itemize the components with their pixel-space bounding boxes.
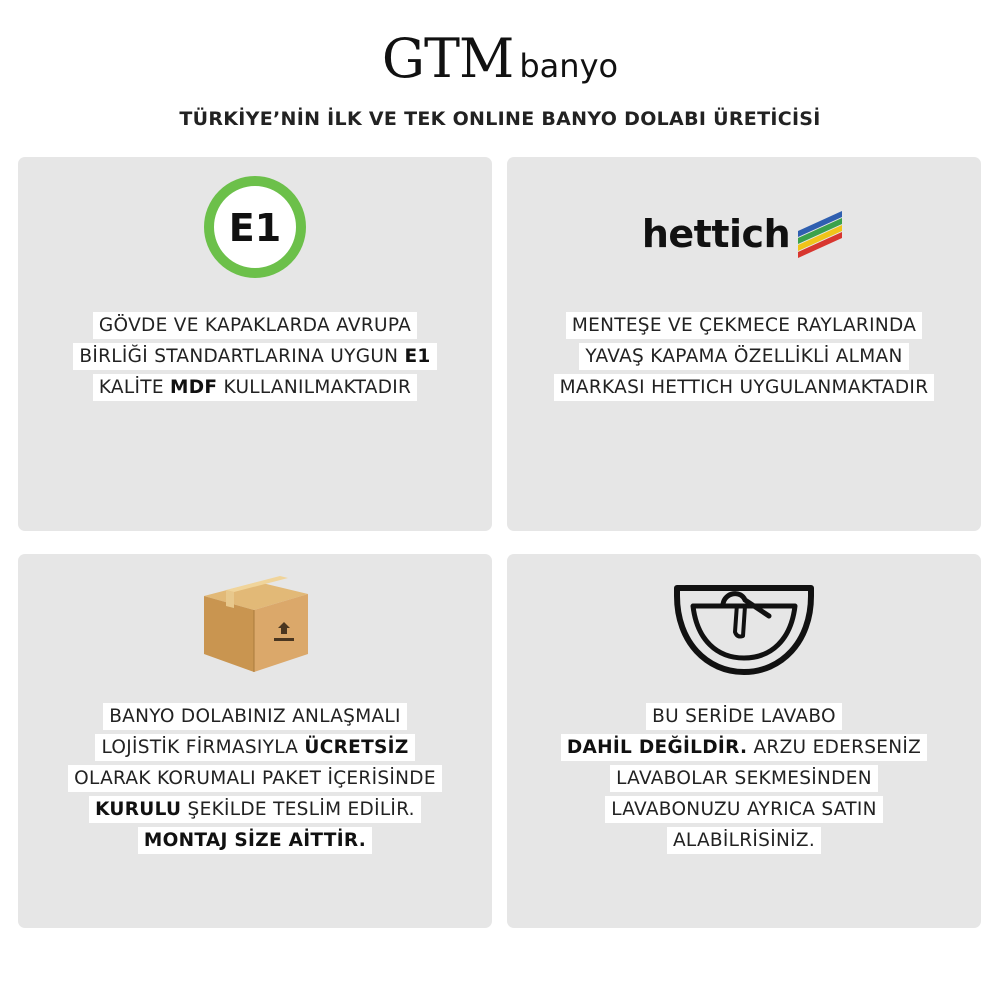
card-text-line bbox=[18, 732, 492, 763]
e1-badge-icon bbox=[18, 175, 492, 279]
card-text-line bbox=[507, 310, 981, 341]
brand-logo bbox=[0, 14, 1000, 90]
card-text-line bbox=[507, 701, 981, 732]
card-text-line bbox=[507, 341, 981, 372]
feature-card-e1-mdf bbox=[18, 157, 492, 531]
card-text-highlight bbox=[610, 765, 878, 792]
card-text-run: MARKASI HETTICH UYGULANMAKTADIR bbox=[559, 377, 929, 398]
card-text-highlight bbox=[95, 734, 414, 761]
card-text-line bbox=[507, 763, 981, 794]
card-text-highlight bbox=[566, 312, 922, 339]
card-text-run: BİRLİĞİ STANDARTLARINA UYGUN bbox=[79, 346, 405, 367]
card-text-highlight bbox=[103, 703, 407, 730]
card-text-bold: MONTAJ SİZE AİTTİR. bbox=[143, 830, 367, 851]
card-text-line bbox=[18, 794, 492, 825]
card-text-highlight bbox=[73, 343, 436, 370]
card-text-run: ŞEKİLDE TESLİM EDİLİR. bbox=[181, 799, 415, 820]
card-text-line bbox=[18, 310, 492, 341]
card-text-bold: ÜCRETSİZ bbox=[304, 737, 409, 758]
hettich-stripes-icon bbox=[796, 205, 846, 263]
card-text-bold: KURULU bbox=[95, 799, 182, 820]
card-text-run: YAVAŞ KAPAMA ÖZELLİKLİ ALMAN bbox=[585, 346, 903, 367]
card-text-run: OLARAK KORUMALI PAKET İÇERİSİNDE bbox=[74, 768, 436, 789]
card-text-line bbox=[507, 732, 981, 763]
card-text-run: GÖVDE VE KAPAKLARDA AVRUPA bbox=[98, 315, 412, 336]
card-text-line bbox=[18, 825, 492, 856]
e1-badge-text: E1 bbox=[228, 206, 282, 250]
tagline: TÜRKİYE’NİN İLK VE TEK ONLINE BANYO DOLABI ÜRETİCİSİ bbox=[179, 108, 821, 130]
card-text-line bbox=[18, 341, 492, 372]
card-text-highlight bbox=[646, 703, 842, 730]
feature-card-delivery bbox=[18, 554, 492, 928]
card-text-bold: E1 bbox=[404, 346, 431, 367]
card-text-run: LAVABOLAR SEKMESİNDEN bbox=[616, 768, 872, 789]
brand-name-sub: banyo bbox=[519, 47, 619, 85]
card-text-highlight bbox=[554, 374, 935, 401]
card-text-line bbox=[18, 701, 492, 732]
hettich-logo bbox=[507, 205, 981, 263]
card-text-bold: MDF bbox=[170, 377, 218, 398]
card-text-line bbox=[18, 763, 492, 794]
card-text-run: ARZU EDERSENİZ bbox=[747, 737, 922, 758]
card-text bbox=[18, 310, 492, 403]
card-text-run: LAVABONUZU AYRICA SATIN bbox=[611, 799, 877, 820]
card-text-bold: DAHİL DEĞİLDİR. bbox=[566, 737, 748, 758]
card-text bbox=[18, 701, 492, 856]
card-text-run: ALABİLRİSİNİZ. bbox=[672, 830, 816, 851]
card-text-run: LOJİSTİK FİRMASIYLA bbox=[101, 737, 305, 758]
card-text-highlight bbox=[561, 734, 927, 761]
card-text-highlight bbox=[93, 312, 417, 339]
card-text-run: MENTEŞE VE ÇEKMECE RAYLARINDA bbox=[571, 315, 917, 336]
card-text-line bbox=[507, 372, 981, 403]
card-text-highlight bbox=[93, 374, 417, 401]
card-text-highlight bbox=[667, 827, 821, 854]
card-text-line bbox=[507, 794, 981, 825]
card-text-run: KALİTE bbox=[98, 377, 171, 398]
cardboard-box-icon bbox=[18, 566, 492, 678]
card-text bbox=[507, 701, 981, 856]
sink-icon bbox=[507, 582, 981, 678]
card-text-highlight bbox=[89, 796, 421, 823]
feature-card-sink bbox=[507, 554, 981, 928]
hettich-logo-text: hettich bbox=[641, 212, 791, 256]
card-text-line bbox=[18, 372, 492, 403]
card-text-highlight bbox=[605, 796, 883, 823]
card-text-run: KULLANILMAKTADIR bbox=[217, 377, 412, 398]
card-text-highlight bbox=[138, 827, 372, 854]
brand-name-main: GTM bbox=[381, 27, 514, 90]
card-text-highlight bbox=[579, 343, 908, 370]
card-text-line bbox=[507, 825, 981, 856]
card-text-run: BANYO DOLABINIZ ANLAŞMALI bbox=[109, 706, 401, 727]
feature-card-hettich bbox=[507, 157, 981, 531]
card-text-highlight bbox=[68, 765, 442, 792]
card-text-run: BU SERİDE LAVABO bbox=[652, 706, 836, 727]
card-text bbox=[507, 310, 981, 403]
